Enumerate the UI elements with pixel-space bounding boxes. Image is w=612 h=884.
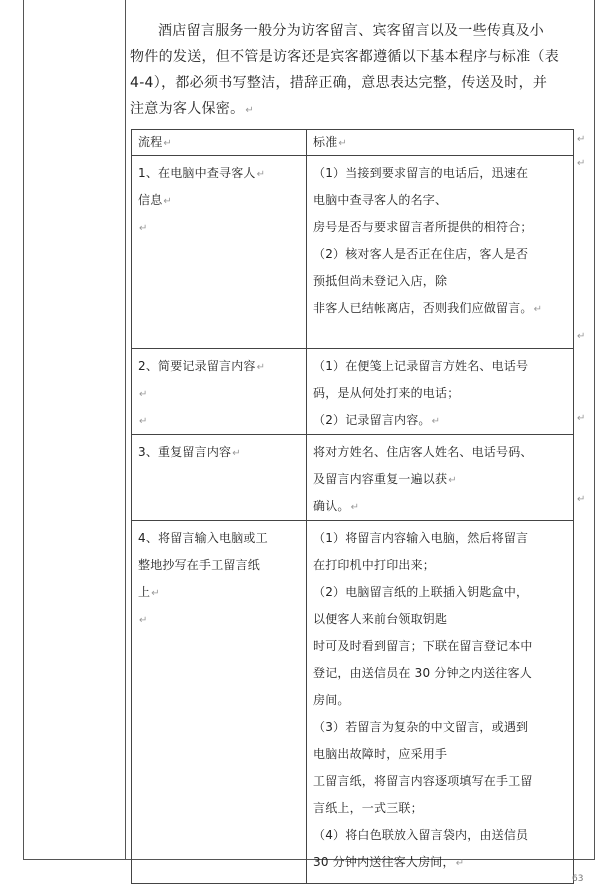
- page-number: 63: [572, 874, 584, 884]
- process-cell: 1、在电脑中查寻客人↵ 信息↵ ↵: [132, 156, 307, 349]
- standard-cell: （1）将留言内容输入电脑，然后将留言 在打印机中打印出来； （2）电脑留言纸的上联插入钥匙盒中， 以便客人来前台领取钥匙 时可及时看到留言；下联在留言登记本中 登记，由送信员在 30 分钟之内送往客人 房间。 （3）若留言为复杂的中文留言，或遇到 电脑出故障时，应采用手 工留言纸，将留言内容逐项填写在手工留 言纸上，一式三联； （4）将白色联放入留言袋内，由送信员 30 分钟内送往客人房间，↵: [307, 521, 574, 884]
- table-row: [132, 521, 574, 884]
- process-cell: 3、重复留言内容↵: [132, 435, 307, 521]
- table-header-row: [132, 130, 574, 156]
- row-end-mark-icon: ↵: [577, 134, 586, 145]
- paragraph-mark-icon: ↵: [139, 223, 148, 234]
- standard-cell: 将对方姓名、住店客人姓名、电话号码、 及留言内容重复一遍以获↵ 确认。↵: [307, 435, 574, 521]
- row-end-mark-icon: ↵: [577, 494, 586, 505]
- intro-line: 酒店留言服务一般分为访客留言、宾客留言以及一些传真及小: [158, 23, 545, 39]
- intro-line: 注意为客人保密。↵: [130, 101, 255, 117]
- table-row: [132, 435, 574, 521]
- paragraph-mark-icon: ↵: [163, 138, 172, 149]
- paragraph-mark-icon: ↵: [245, 105, 255, 116]
- process-cell: 2、简要记录留言内容↵ ↵ ↵: [132, 349, 307, 435]
- row-end-mark-icon: ↵: [577, 413, 586, 424]
- standard-cell: （1）在便笺上记录留言方姓名、电话号 码，是从何处打来的电话； （2）记录留言内容。↵: [307, 349, 574, 435]
- paragraph-mark-icon: ↵: [338, 138, 347, 149]
- procedure-standard-table: [131, 129, 574, 884]
- header-standard: 标准↵: [307, 130, 574, 156]
- process-cell: 4、将留言输入电脑或工 整地抄写在手工留言纸 上↵ ↵: [132, 521, 307, 884]
- intro-line: 物件的发送，但不管是访客还是宾客都遵循以下基本程序与标准（表: [130, 49, 559, 65]
- row-end-mark-icon: ↵: [577, 331, 586, 342]
- intro-line: 4-4），都必须书写整洁，措辞正确，意思表达完整，传送及时，并: [130, 75, 548, 91]
- header-process: 流程↵: [132, 130, 307, 156]
- table-row: [132, 349, 574, 435]
- outer-column-divider: [125, 0, 126, 860]
- standard-cell: （1）当接到要求留言的电话后，迅速在 电脑中查寻客人的名字、 房号是否与要求留言者所提供的相符合； （2）核对客人是否正在住店，客人是否 预抵但尚未登记入店，除 非客人已结帐离店，否则我们应做留言。↵: [307, 156, 574, 349]
- table-row: [132, 156, 574, 349]
- intro-paragraph: [130, 18, 570, 122]
- row-end-mark-icon: ↵: [577, 158, 586, 169]
